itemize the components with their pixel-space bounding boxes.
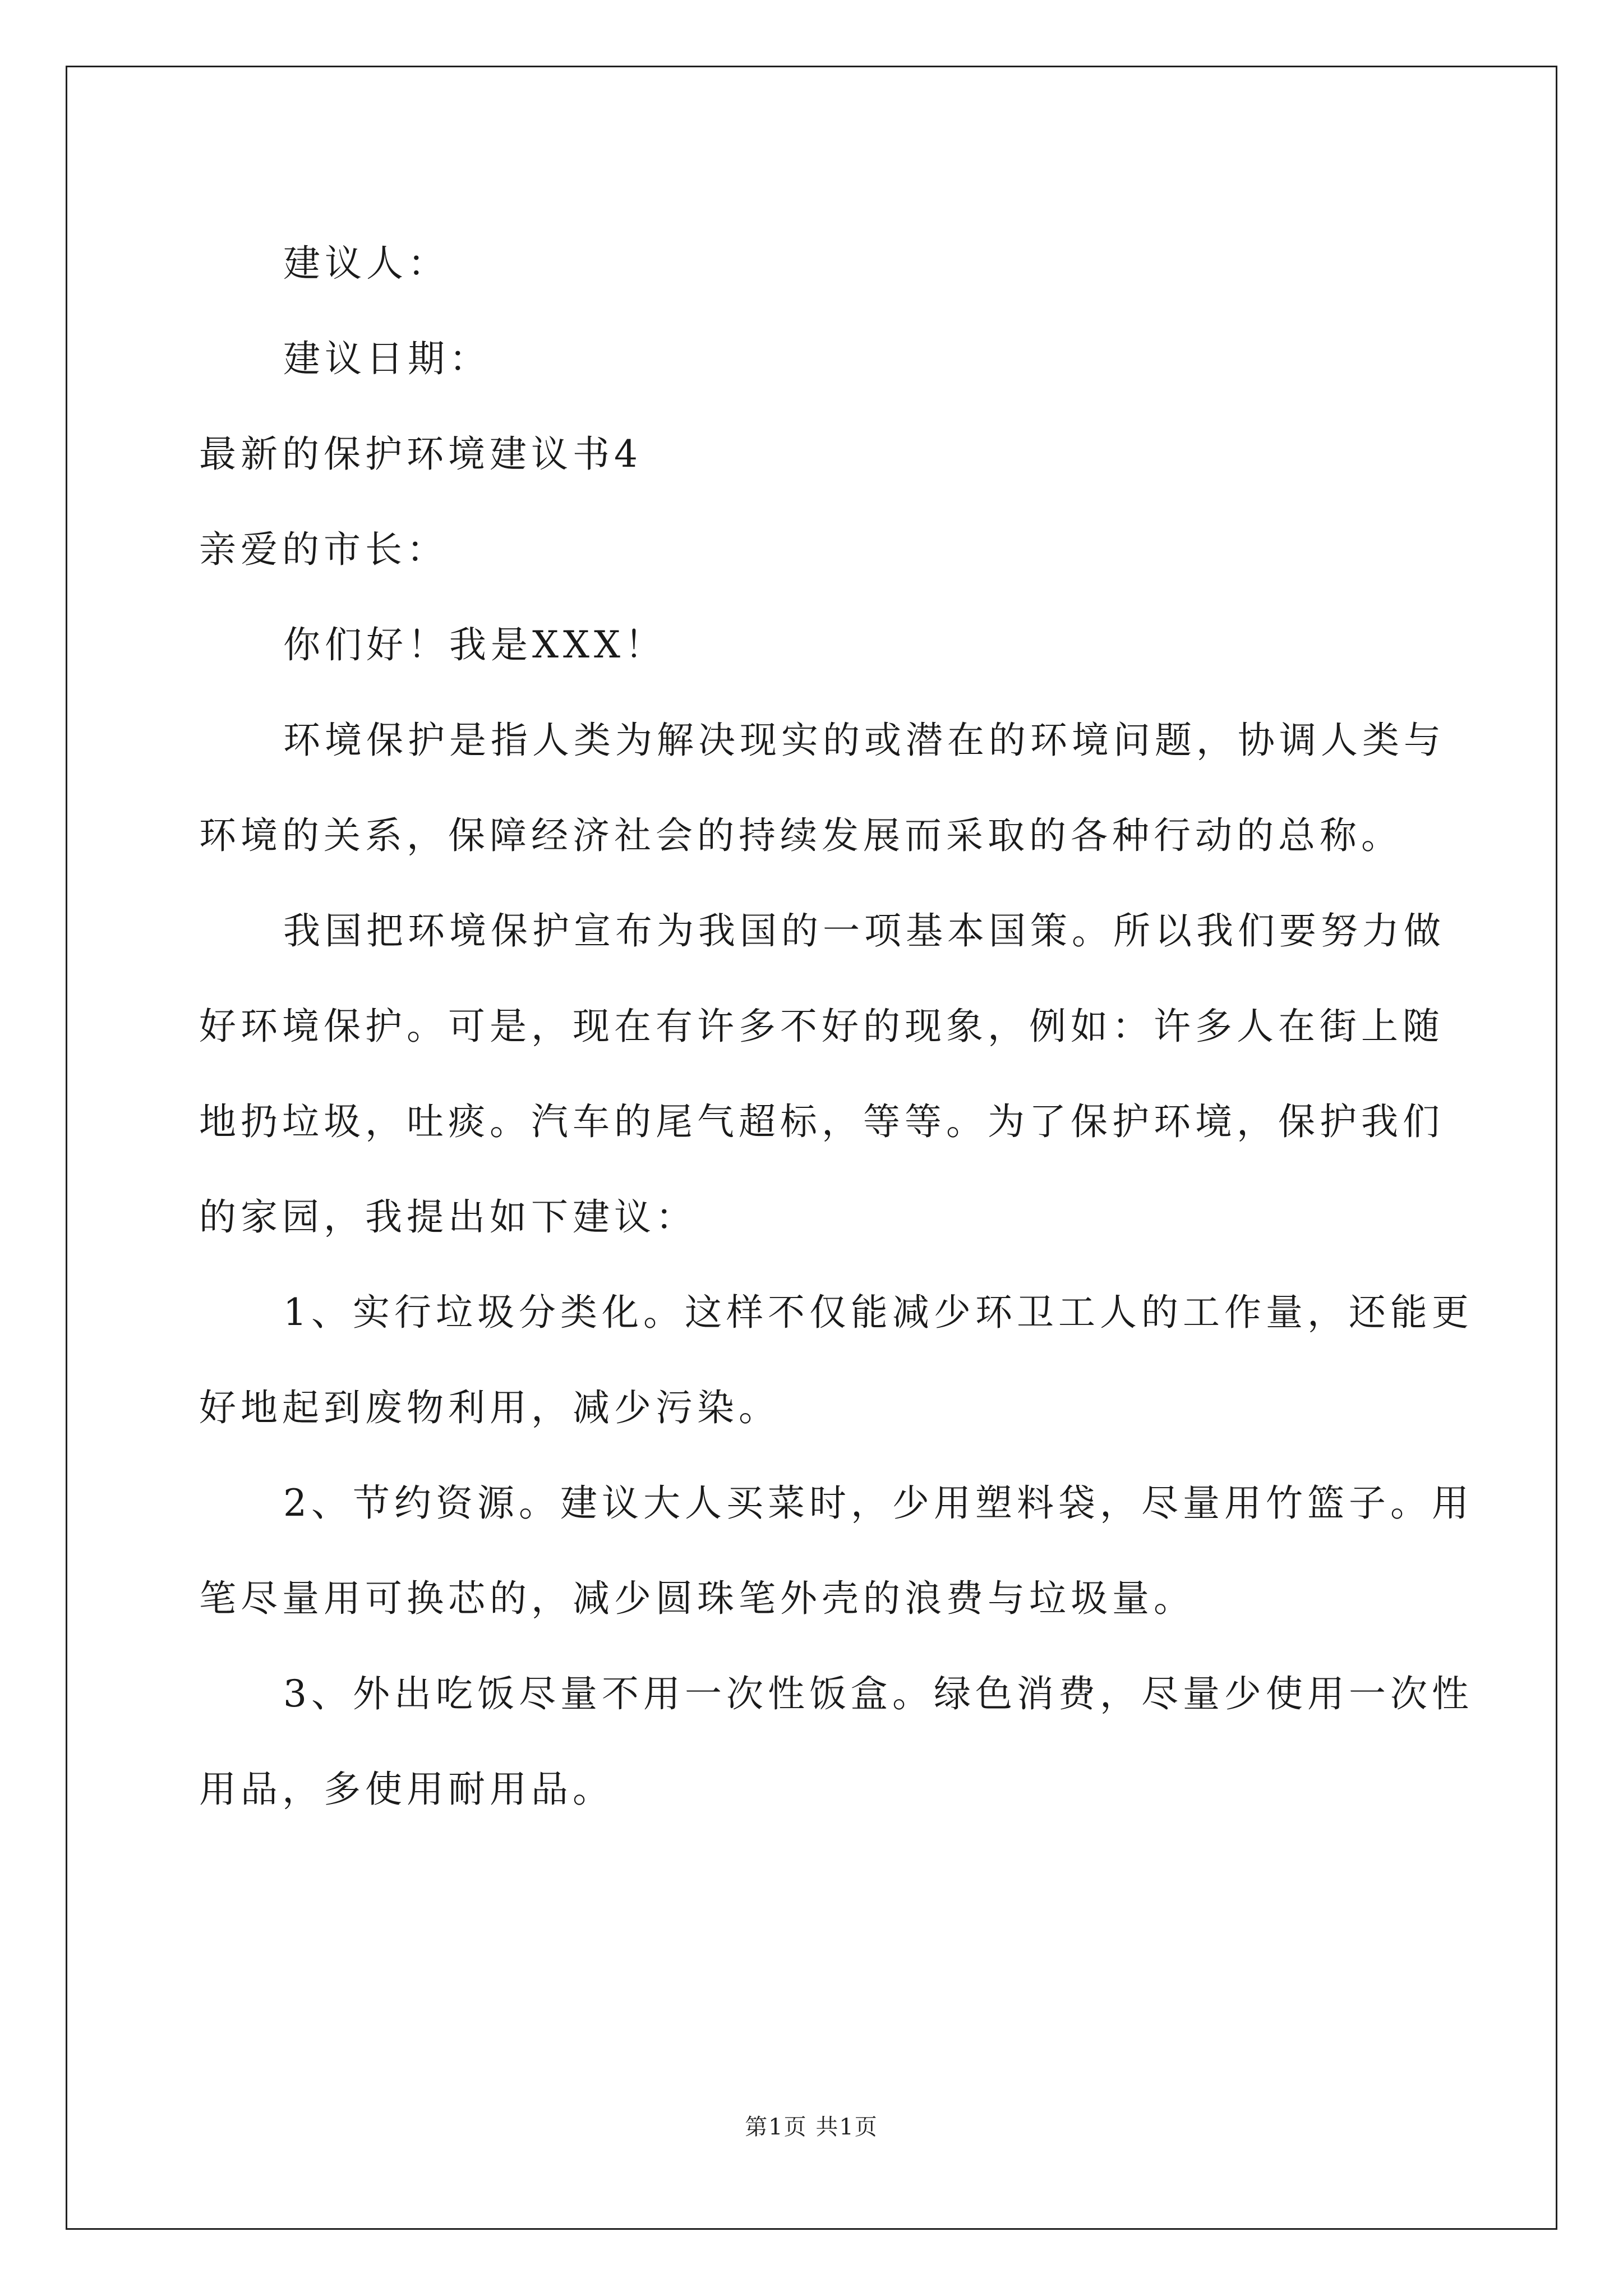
paragraph-line: 环境的关系，保障经济社会的持续发展而采取的各种行动的总称。 [199, 814, 1403, 857]
paragraph-line: 地扔垃圾，吐痰。汽车的尾气超标，等等。为了保护环境，保护我们 [199, 1100, 1444, 1143]
paragraph-line: 环境保护是指人类为解决现实的或潜在的环境问题，协调人类与 [283, 719, 1445, 762]
greeting: 你们好！我是XXX！ [283, 623, 666, 666]
list-item-line: 好地起到废物利用，减少污染。 [199, 1386, 780, 1429]
page-border [66, 66, 1557, 2230]
date-line: 建议日期： [283, 337, 491, 380]
paragraph-line: 好环境保护。可是，现在有许多不好的现象，例如：许多人在街上随 [199, 1005, 1444, 1048]
paragraph-line: 我国把环境保护宣布为我国的一项基本国策。所以我们要努力做 [283, 909, 1445, 953]
section-title: 最新的保护环境建议书4 [199, 432, 642, 476]
page-footer: 第1页 共1页 [745, 2114, 878, 2140]
paragraph-line: 的家园，我提出如下建议： [199, 1195, 697, 1239]
salutation: 亲爱的市长： [199, 528, 448, 571]
list-item-line: 用品，多使用耐用品。 [199, 1768, 614, 1811]
signer-line: 建议人： [283, 242, 449, 285]
list-item-line: 笔尽量用可换芯的，减少圆珠笔外壳的浪费与垃圾量。 [199, 1577, 1195, 1620]
list-item-line: 3、外出吃饭尽量不用一次性饭盒。绿色消费，尽量少使用一次性 [283, 1672, 1473, 1715]
list-item-line: 2、节约资源。建议大人买菜时，少用塑料袋，尽量用竹篮子。用 [283, 1481, 1473, 1525]
list-item-line: 1、实行垃圾分类化。这样不仅能减少环卫工人的工作量，还能更 [283, 1291, 1473, 1334]
